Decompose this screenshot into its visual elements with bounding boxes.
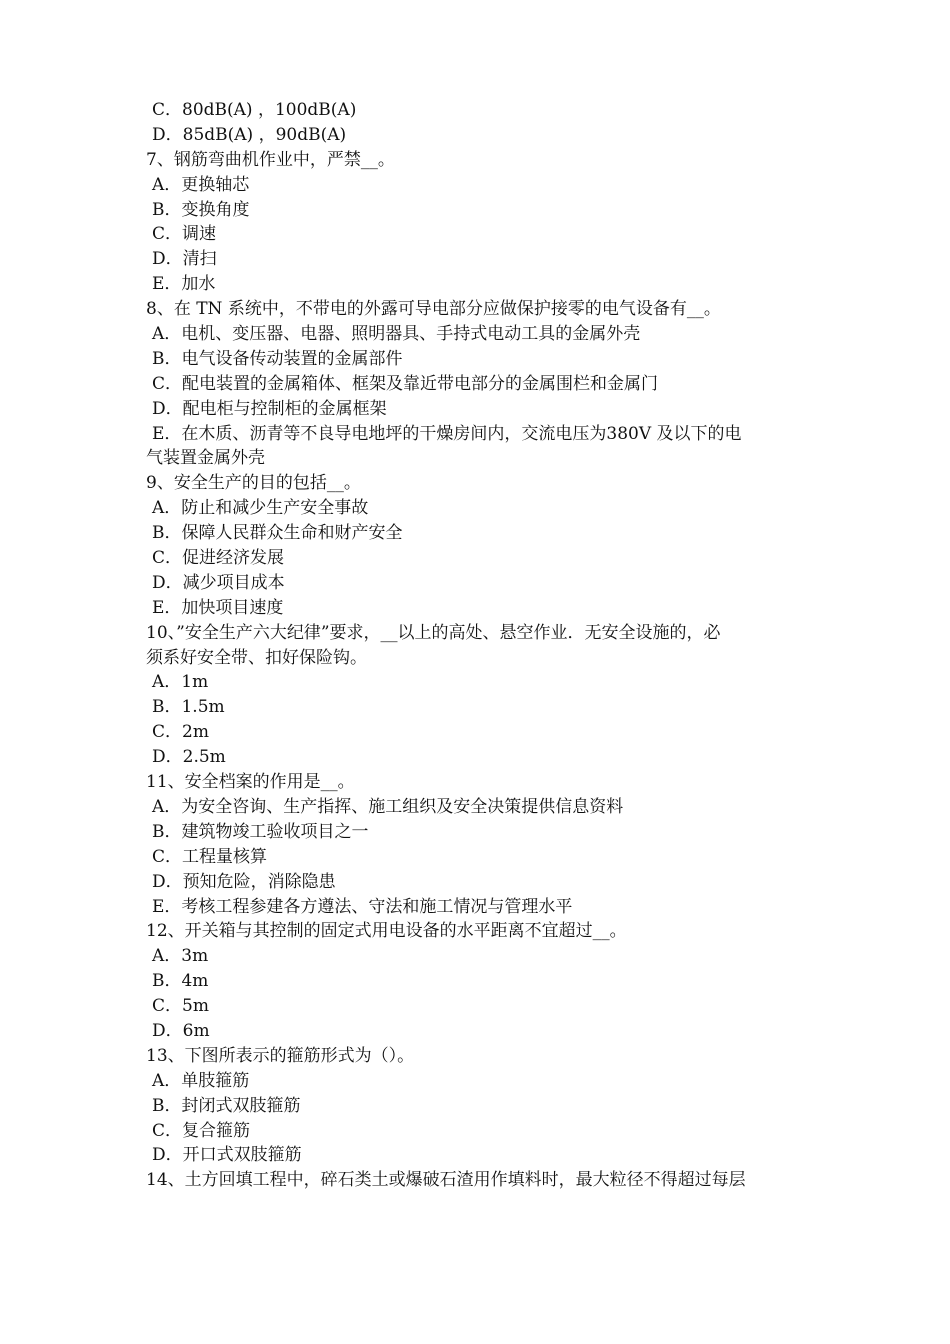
answer-option: A．电机、变压器、电器、照明器具、手持式电动工具的金属外壳 [152,324,641,345]
question-text: 8、在 TN 系统中，不带电的外露可导电部分应做保护接零的电气设备有__。 [146,299,721,320]
answer-option: C．促进经济发展 [152,548,285,569]
answer-option: A．1m [152,672,209,693]
question-text: 11、安全档案的作用是__。 [146,772,355,793]
question-text: 13、下图所表示的箍筋形式为（）。 [146,1045,415,1066]
answer-option: C．80dB(A) ，100dB(A) [152,100,357,120]
answer-option: B．封闭式双肢箍筋 [152,1095,301,1116]
answer-option: A．3m [152,946,209,967]
answer-option: B．保障人民群众生命和财产安全 [152,523,403,544]
answer-option: A．更换轴芯 [152,174,250,195]
answer-option: C．调速 [152,224,217,245]
answer-option: D．清扫 [152,249,217,270]
text-continuation: 气装置金属外壳 [146,448,265,469]
question-text: 14、土方回填工程中，碎石类土或爆破石渣用作填料时，最大粒径不得超过每层 [146,1170,746,1191]
answer-option: D．开口式双肢箍筋 [152,1145,302,1166]
answer-option: C．工程量核算 [152,846,268,867]
answer-option: B．1.5m [152,697,225,718]
question-text: 10、”安全生产六大纪律”要求，__以上的高处、悬空作业．无安全设施的，必 [146,622,721,643]
answer-option: B．建筑物竣工验收项目之一 [152,821,369,842]
answer-option: C．2m [152,722,209,743]
answer-option: A．单肢箍筋 [152,1070,250,1091]
answer-option: D．6m [152,1020,210,1041]
text-continuation: 须系好安全带、扣好保险钩。 [146,647,367,668]
answer-option: E．加快项目速度 [152,597,284,618]
answer-option: D．减少项目成本 [152,572,285,593]
question-text: 7、钢筋弯曲机作业中，严禁__。 [146,149,395,170]
answer-option: A．为安全咨询、生产指挥、施工组织及安全决策提供信息资料 [152,796,624,817]
answer-option: D．预知危险，消除隐患 [152,871,336,892]
answer-option: E．在木质、沥青等不良导电地坪的干燥房间内，交流电压为380V 及以下的电 [152,423,742,444]
answer-option: D．85dB(A) ，90dB(A) [152,124,347,145]
answer-option: E．加水 [152,274,216,295]
answer-option: D．配电柜与控制柜的金属框架 [152,398,387,419]
answer-option: B．4m [152,971,209,992]
answer-option: A．防止和减少生产安全事故 [152,498,369,519]
answer-option: D．2.5m [152,747,226,768]
answer-option: C．配电装置的金属箱体、框架及靠近带电部分的金属围栏和金属门 [152,373,659,394]
answer-option: B．变换角度 [152,199,250,220]
question-text: 12、开关箱与其控制的固定式用电设备的水平距离不宜超过__。 [146,921,627,942]
answer-option: C．5m [152,996,209,1017]
answer-option: C．复合箍筋 [152,1120,251,1141]
document-page [146,98,816,1193]
answer-option: E．考核工程参建各方遵法、守法和施工情况与管理水平 [152,896,573,917]
question-text: 9、安全生产的目的包括__。 [146,473,361,494]
answer-option: B．电气设备传动装置的金属部件 [152,348,403,369]
